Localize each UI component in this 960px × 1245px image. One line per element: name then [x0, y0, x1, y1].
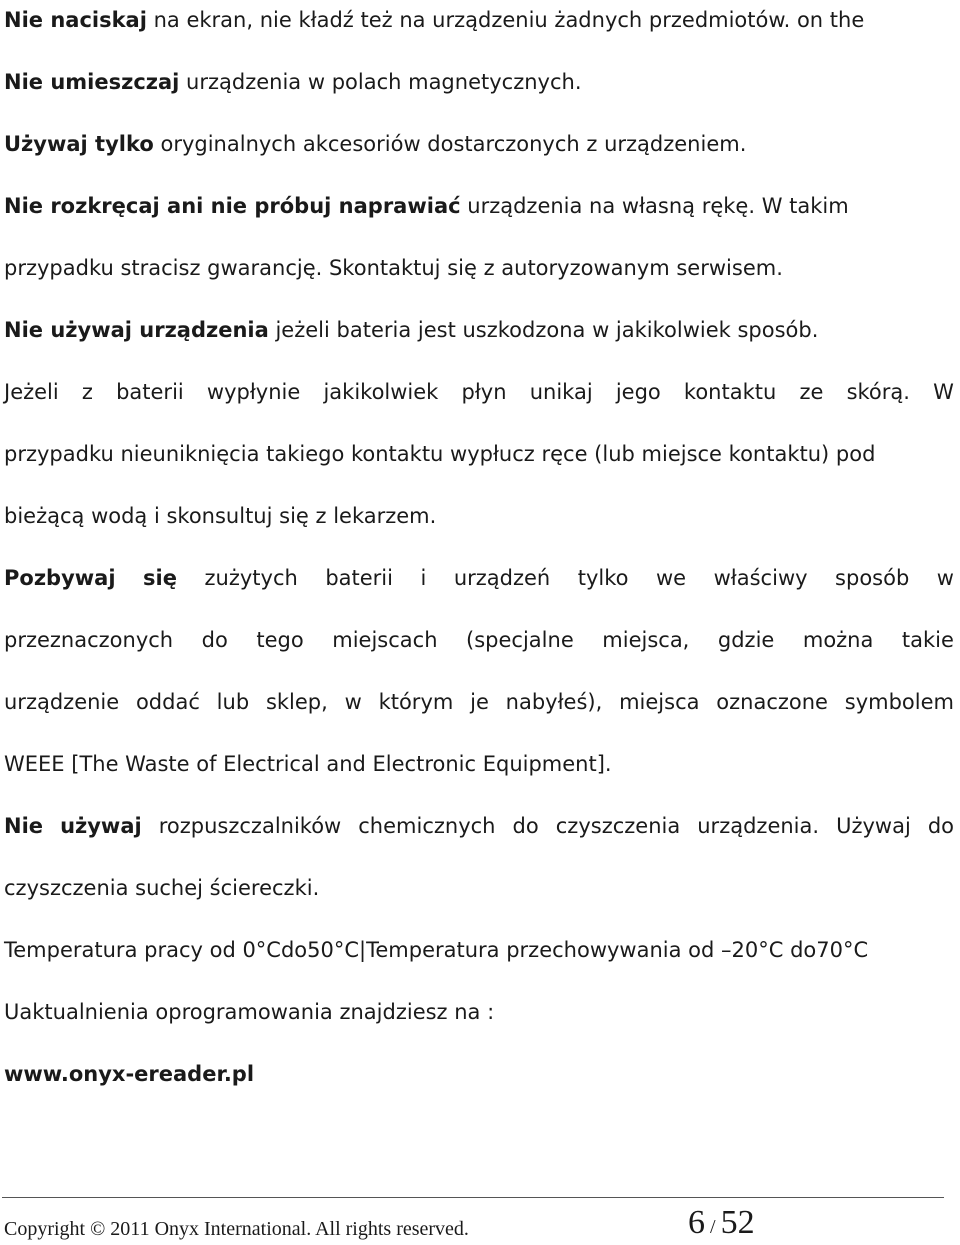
word: wypłynie — [206, 380, 301, 404]
paragraph-line — [4, 564, 954, 592]
word: można — [802, 628, 874, 652]
bold-word: używaj — [60, 814, 142, 838]
word: z — [81, 380, 93, 404]
word: przeznaczonych — [4, 628, 174, 652]
word: gdzie — [717, 628, 775, 652]
paragraph-line — [4, 192, 849, 220]
word: miejsca — [619, 690, 700, 714]
paragraph-line — [4, 502, 436, 530]
bold-lead: Nie rozkręcaj ani nie próbuj naprawiać — [4, 194, 461, 218]
word: urządzenie — [4, 690, 120, 714]
paragraph-line — [4, 6, 864, 34]
word: we — [656, 566, 687, 590]
line-text: Temperatura pracy od 0°Cdo50°C|Temperatura przechowywania od –20°C do70°C — [4, 938, 869, 962]
paragraph-line — [4, 688, 954, 716]
word: tego — [256, 628, 304, 652]
paragraph-line — [4, 68, 582, 96]
word: urządzenia. — [697, 814, 820, 838]
paragraph-line — [4, 254, 783, 282]
word: (specjalne — [466, 628, 574, 652]
bold-lead: Nie umieszczaj — [4, 70, 180, 94]
word: Używaj — [836, 814, 911, 838]
word: płyn — [461, 380, 507, 404]
word: takie — [901, 628, 954, 652]
word: jakikolwiek — [323, 380, 439, 404]
word: unikaj — [529, 380, 593, 404]
paragraph-line — [4, 874, 319, 902]
word: którym — [378, 690, 454, 714]
line-text: czyszczenia suchej ściereczki. — [4, 876, 320, 900]
website-link[interactable] — [4, 1060, 254, 1088]
word: chemicznych — [358, 814, 496, 838]
line-text: przypadku stracisz gwarancję. Skontaktuj się z autoryzowanym serwisem. — [4, 256, 783, 280]
bold-lead: Nie naciskaj — [4, 8, 147, 32]
page-separator: / — [705, 1216, 721, 1238]
footer-copyright: Copyright © 2011 Onyx International. All rights reserved. — [4, 1218, 469, 1240]
word: tylko — [577, 566, 629, 590]
website-url[interactable]: www.onyx-ereader.pl — [4, 1062, 255, 1086]
word: oznaczone — [716, 690, 828, 714]
line-text: przypadku nieuniknięcia takiego kontaktu wypłucz ręce (lub miejsce kontaktu) pod — [4, 442, 876, 466]
bold-lead: Nie używaj urządzenia — [4, 318, 269, 342]
paragraph-line — [4, 998, 494, 1026]
word: miejsca, — [602, 628, 690, 652]
word: Jeżeli — [4, 380, 59, 404]
line-text: Uaktualnienia oprogramowania znajdziesz na : — [4, 1000, 495, 1024]
line-text: oryginalnych akcesoriów dostarczonych z urządzeniem. — [153, 132, 747, 156]
word: w — [936, 566, 954, 590]
word: kontaktu — [683, 380, 777, 404]
paragraph-line — [4, 750, 612, 778]
page-total: 52 — [720, 1204, 755, 1241]
word: nabyłeś), — [505, 690, 603, 714]
bold-word: Pozbywaj — [4, 566, 116, 590]
paragraph-line — [4, 130, 746, 158]
word: sposób — [835, 566, 910, 590]
word: miejscach — [332, 628, 438, 652]
paragraph-line — [4, 936, 868, 964]
paragraph-line — [4, 812, 954, 840]
line-text: jeżeli bateria jest uszkodzona w jakikolwiek sposób. — [268, 318, 819, 342]
paragraph-line — [4, 378, 954, 406]
word: zużytych — [204, 566, 298, 590]
bold-lead: Używaj tylko — [4, 132, 154, 156]
word: urządzeń — [453, 566, 551, 590]
footer-divider — [2, 1197, 944, 1198]
word: właściwy — [713, 566, 808, 590]
line-text: bieżącą wodą i skonsultuj się z lekarzem. — [4, 504, 437, 528]
line-text: WEEE [The Waste of Electrical and Electronic Equipment]. — [4, 752, 612, 776]
word: do — [201, 628, 228, 652]
line-text: urządzenia w polach magnetycznych. — [179, 70, 582, 94]
paragraph-line — [4, 316, 818, 344]
word: lub — [216, 690, 250, 714]
word: do — [512, 814, 539, 838]
word: i — [420, 566, 427, 590]
line-text: na ekran, nie kładź też na urządzeniu żadnych przedmiotów. on the — [146, 8, 865, 32]
bold-word: Nie — [4, 814, 44, 838]
word: jego — [615, 380, 661, 404]
line-text: urządzenia na własną rękę. W takim — [460, 194, 849, 218]
word: do — [927, 814, 954, 838]
page-number — [688, 1204, 755, 1242]
paragraph-line — [4, 626, 954, 654]
word: skórą. — [846, 380, 910, 404]
word: oddać — [135, 690, 200, 714]
paragraph-line — [4, 440, 875, 468]
page-current: 6 — [688, 1204, 705, 1241]
word: ze — [799, 380, 824, 404]
word: sklep, — [265, 690, 328, 714]
word: w — [344, 690, 362, 714]
word: czyszczenia — [555, 814, 681, 838]
word: baterii — [116, 380, 184, 404]
word: baterii — [325, 566, 393, 590]
word: rozpuszczalników — [158, 814, 342, 838]
bold-word: się — [143, 566, 177, 590]
word: je — [470, 690, 489, 714]
word: W — [933, 380, 954, 404]
word: symbolem — [844, 690, 954, 714]
